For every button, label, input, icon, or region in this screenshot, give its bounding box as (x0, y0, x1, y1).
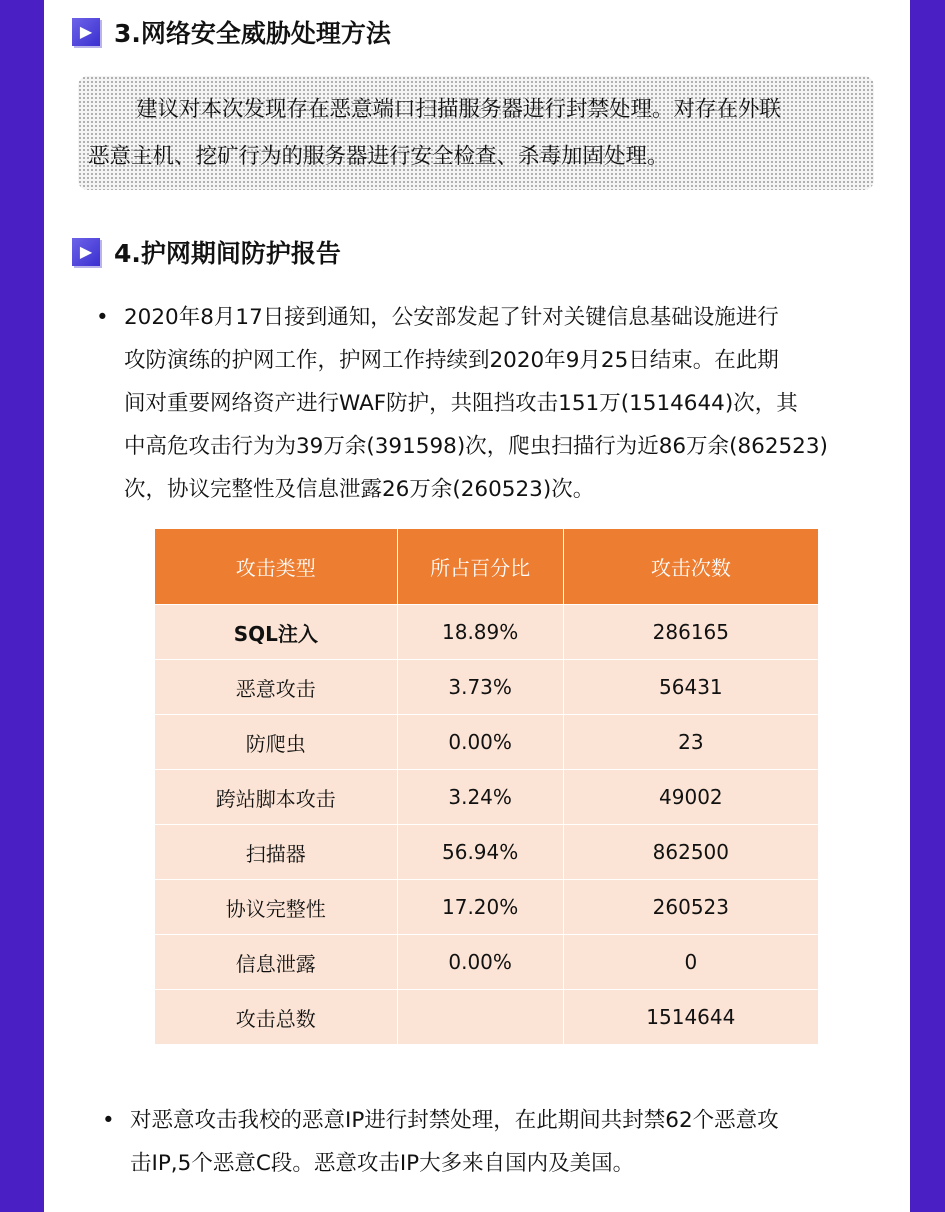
cell-count: 23 (563, 715, 818, 770)
section-3-heading (72, 14, 391, 50)
report-line: 次，协议完整性及信息泄露26万余(260523)次。 (124, 477, 595, 502)
cell-type: 协议完整性 (155, 880, 398, 935)
cell-count: 286165 (563, 605, 818, 660)
bullet-icon: • (96, 305, 109, 330)
cell-type: 恶意攻击 (155, 660, 398, 715)
table-row (155, 660, 819, 715)
report-line: 间对重要网络资产进行WAF防护，共阻挡攻击151万(1514644)次，其 (124, 391, 798, 416)
document-page (44, 0, 910, 1212)
recommendation-line-1: 建议对本次发现存在恶意端口扫描服务器进行封禁处理。对存在外联 (136, 97, 782, 122)
cell-count: 260523 (563, 880, 818, 935)
report-line: 攻防演练的护网工作，护网工作持续到2020年9月25日结束。在此期 (124, 348, 779, 373)
table-header-row (155, 529, 819, 605)
cell-percent: 0.00% (397, 935, 563, 990)
table-row (155, 880, 819, 935)
table-row (155, 935, 819, 990)
report-line: 击IP,5个恶意C段。恶意攻击IP大多来自国内及美国。 (130, 1151, 635, 1176)
report-line: 中高危攻击行为为39万余(391598)次，爬虫扫描行为近86万余(862523) (124, 434, 828, 459)
cell-count: 1514644 (563, 990, 818, 1045)
report-line: 对恶意攻击我校的恶意IP进行封禁处理，在此期间共封禁62个恶意攻 (130, 1108, 779, 1133)
cell-percent: 17.20% (397, 880, 563, 935)
cell-percent: 0.00% (397, 715, 563, 770)
report-bullet-2 (102, 1099, 877, 1185)
cell-count: 862500 (563, 825, 818, 880)
report-line: 2020年8月17日接到通知，公安部发起了针对关键信息基础设施进行 (124, 305, 779, 330)
bullet-icon: • (102, 1108, 115, 1133)
cell-percent (397, 990, 563, 1045)
table-row-total (155, 990, 819, 1045)
table-row (155, 770, 819, 825)
cell-percent: 3.73% (397, 660, 563, 715)
play-arrow-icon: ▶ (72, 238, 100, 266)
section-4-heading (72, 234, 341, 270)
cell-type: 扫描器 (155, 825, 398, 880)
section-4-title: 4.护网期间防护报告 (114, 239, 341, 268)
section-3-title: 3.网络安全威胁处理方法 (114, 19, 391, 48)
attack-stats-table (154, 528, 819, 1045)
cell-type: 防爬虫 (155, 715, 398, 770)
table-row (155, 605, 819, 660)
cell-count: 0 (563, 935, 818, 990)
report-bullet-1 (96, 296, 871, 511)
cell-type: 信息泄露 (155, 935, 398, 990)
cell-percent: 3.24% (397, 770, 563, 825)
recommendation-line-2: 恶意主机、挖矿行为的服务器进行安全检查、杀毒加固处理。 (88, 144, 669, 169)
cell-type: 攻击总数 (155, 990, 398, 1045)
table-row (155, 825, 819, 880)
cell-type: 跨站脚本攻击 (155, 770, 398, 825)
table-row (155, 715, 819, 770)
cell-type: SQL注入 (155, 605, 398, 660)
header-percentage: 所占百分比 (397, 529, 563, 605)
cell-count: 49002 (563, 770, 818, 825)
cell-count: 56431 (563, 660, 818, 715)
header-attack-count: 攻击次数 (563, 529, 818, 605)
recommendation-box (78, 76, 874, 190)
cell-percent: 56.94% (397, 825, 563, 880)
cell-percent: 18.89% (397, 605, 563, 660)
play-arrow-icon: ▶ (72, 18, 100, 46)
header-attack-type: 攻击类型 (155, 529, 398, 605)
